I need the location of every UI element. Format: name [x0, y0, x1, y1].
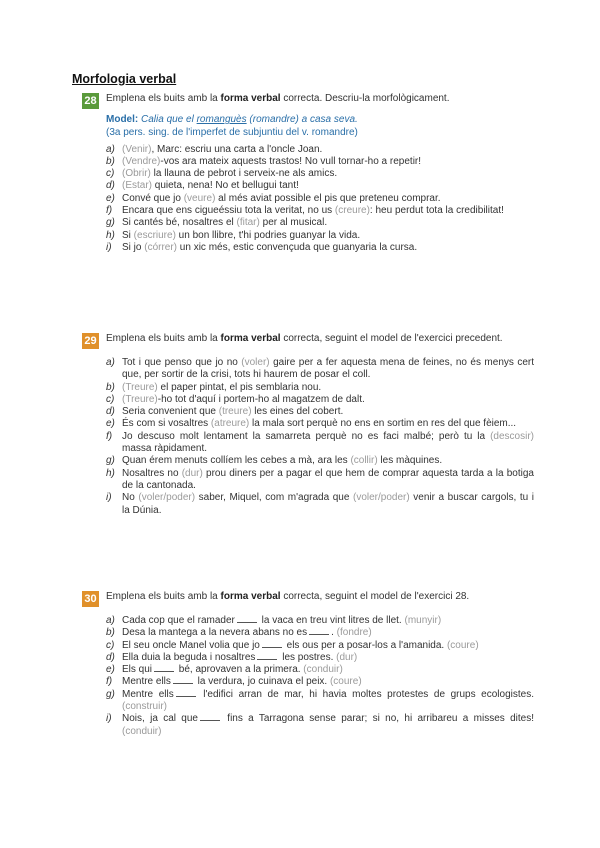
item-letter: c) — [106, 639, 115, 651]
verb-hint: (dur) — [181, 467, 203, 479]
verb-hint: (Vendre) — [122, 155, 161, 167]
item-letter: b) — [106, 627, 115, 639]
verb-hint: (Venir) — [122, 143, 152, 155]
instruction-keyword: forma verbal — [220, 93, 281, 104]
model-verb: romanguès — [196, 114, 247, 125]
exercise-number-badge: 29 — [82, 333, 99, 349]
item-text: Mentre ells — [122, 688, 174, 700]
exercise-item — [106, 168, 534, 180]
item-text: gaire per a fer aquesta mena de feines, no és menys cert que, per sortir de la crisi, tots hi haurem de posar el coll. — [122, 357, 535, 381]
instruction-text: Emplena els buits amb la — [106, 591, 221, 602]
exercise-number-badge: 30 — [82, 591, 99, 607]
item-text: -vos ara mateix aquests trastos! No vull tornar-ho a repetir! — [160, 155, 422, 167]
item-text: Els qui — [122, 664, 153, 676]
item-text: És com si vosaltres — [122, 418, 211, 430]
model-label: Model: — [106, 114, 139, 125]
item-text: Cada cop que el ramader — [122, 615, 235, 626]
item-letter: i) — [106, 492, 112, 504]
model-text: Calia que el — [138, 114, 197, 125]
answer-blank[interactable] — [173, 682, 193, 684]
instruction-text: correcta, seguint el model de l'exercici 28. — [280, 591, 470, 602]
item-text: prou diners per a pagar el que hem de comprar aquesta tarda a la botiga de la cantonada. — [122, 467, 534, 491]
exercise-item — [106, 492, 534, 517]
exercise-item — [106, 627, 534, 639]
exercise-item — [106, 652, 534, 664]
item-letter: g) — [106, 217, 115, 229]
item-text: No — [122, 492, 139, 504]
item-letter: f) — [106, 205, 113, 217]
item-text: Tot i que penso que jo no — [122, 357, 242, 368]
exercise-item — [106, 357, 534, 382]
item-letter: a) — [106, 357, 115, 368]
answer-blank[interactable] — [257, 658, 277, 660]
item-letter: g) — [106, 455, 115, 467]
verb-hint: (Treure) — [122, 381, 158, 393]
exercise-items — [106, 615, 534, 738]
exercise-item — [106, 156, 534, 168]
exercise-item — [106, 193, 534, 205]
item-text: El seu oncle Manel volia que jo — [122, 639, 260, 651]
item-text: Mentre ells — [122, 676, 171, 688]
item-letter: d) — [106, 180, 115, 192]
verb-hint: (fitar) — [236, 217, 260, 229]
item-text: Quan érem menuts collíem les cebes a mà, ara les — [122, 455, 351, 467]
exercise-30-header — [82, 590, 534, 607]
verb-hint: (construir) — [122, 701, 168, 713]
exercise-item — [106, 217, 534, 229]
verb-hint: (Obrir) — [122, 168, 151, 180]
item-letter: c) — [106, 168, 115, 180]
verb-hint: (escriure) — [133, 229, 176, 241]
item-text: les màquines. — [377, 455, 443, 467]
exercise-item — [106, 468, 534, 493]
item-letter: i) — [106, 713, 112, 725]
verb-hint: (veure) — [183, 192, 216, 204]
verb-hint: (coure) — [444, 639, 479, 651]
item-text: les eines del cobert. — [251, 406, 344, 418]
verb-hint: (collir) — [350, 455, 378, 467]
verb-hint: (voler/poder) — [353, 492, 410, 504]
verb-hint: (descosir) — [490, 430, 534, 442]
item-text: Ella duia la beguda i nosaltres — [122, 651, 256, 663]
item-text: bé, aprovaven a la primera. — [176, 664, 301, 676]
item-text: Si cantés bé, nosaltres el — [122, 217, 237, 229]
exercise-28-header — [82, 92, 534, 109]
verb-hint: (dur) — [333, 651, 358, 663]
answer-blank[interactable] — [262, 646, 282, 648]
item-text: Desa la mantega a la nevera abans no es — [122, 627, 308, 639]
item-text: massa ràpidament. — [122, 443, 208, 455]
item-text: Seria convenient que — [122, 406, 219, 418]
exercise-instruction — [106, 332, 503, 345]
item-text: l'edifici arran de mar, hi havia moltes protestes de grups ecologistes. — [197, 688, 534, 700]
section-title: Morfologia verbal — [72, 72, 177, 86]
exercise-item — [106, 664, 534, 676]
verb-hint: (fondre) — [333, 627, 372, 639]
verb-hint: (Estar) — [122, 180, 152, 192]
exercise-item — [106, 676, 534, 688]
instruction-keyword: forma verbal — [220, 591, 281, 602]
exercise-28 — [82, 92, 534, 254]
item-text: la llauna de pebrot i serveix-ne als amics. — [150, 168, 338, 180]
instruction-text: correcta, seguint el model de l'exercici precedent. — [280, 333, 503, 344]
item-text: per al musical. — [259, 217, 328, 229]
item-text: la vaca en treu vint litres de llet. — [258, 615, 402, 626]
item-text: quieta, nena! No et bellugui tant! — [152, 180, 299, 192]
item-text: un bon llibre, t'hi podries guanyar la vida. — [175, 229, 361, 241]
item-letter: a) — [106, 615, 115, 626]
item-letter: c) — [106, 393, 115, 405]
item-text: . — [331, 627, 334, 639]
item-letter: h) — [106, 229, 115, 241]
item-letter: e) — [106, 192, 115, 204]
exercise-item — [106, 615, 534, 627]
instruction-keyword: forma verbal — [220, 333, 281, 344]
answer-blank[interactable] — [309, 633, 329, 635]
item-letter: a) — [106, 143, 115, 155]
exercise-item — [106, 640, 534, 652]
item-text: -ho tot d'aquí i portem-ho al magatzem de dalt. — [157, 393, 365, 405]
exercise-instruction — [106, 92, 450, 105]
verb-hint: (voler/poder) — [138, 492, 196, 504]
model-line — [106, 114, 534, 127]
model-text: (romandre) a casa seva. — [246, 114, 358, 125]
exercise-item — [106, 713, 534, 738]
item-text: les postres. — [279, 651, 334, 663]
item-letter: e) — [106, 418, 115, 430]
verb-hint: (atreure) — [210, 418, 250, 430]
answer-blank[interactable] — [176, 695, 196, 697]
verb-hint: (conduir) — [300, 664, 343, 676]
exercise-item — [106, 418, 534, 430]
item-text: la mala sort perquè no ens en sortim en res del que fèiem... — [249, 418, 517, 430]
verb-hint: (córrer) — [144, 241, 178, 253]
item-text: : heu perdut tota la credibilitat! — [369, 205, 504, 217]
exercise-item — [106, 230, 534, 242]
item-letter: i) — [106, 241, 112, 253]
exercise-number-badge: 28 — [82, 93, 99, 109]
item-text: el paper pintat, el pis semblaria nou. — [157, 381, 322, 393]
item-letter: g) — [106, 688, 115, 700]
answer-blank[interactable] — [237, 621, 257, 623]
exercise-item — [106, 455, 534, 467]
item-text: , Marc: escriu una carta a l'oncle Joan. — [151, 143, 323, 155]
exercise-items — [106, 357, 534, 517]
exercise-item — [106, 144, 534, 156]
item-text: Convé que jo — [122, 192, 184, 204]
model-description: (3a pers. sing. de l'imperfet de subjuntiu del v. romandre) — [106, 126, 358, 138]
item-letter: d) — [106, 406, 115, 418]
item-text: venir a buscar cargols, tu i la Dúnia. — [122, 492, 535, 516]
answer-blank[interactable] — [154, 670, 174, 672]
instruction-text: correcta. Descriu-la morfològicament. — [280, 93, 450, 104]
exercise-items — [106, 144, 534, 255]
model-example — [106, 114, 534, 140]
exercise-30 — [82, 590, 534, 738]
item-letter: d) — [106, 651, 115, 663]
item-text: saber, Miquel, com m'agrada que — [195, 492, 353, 504]
verb-hint: (voler) — [241, 357, 270, 368]
instruction-text: Emplena els buits amb la — [106, 93, 221, 104]
item-text: fins a Tarragona sense parar; si no, hi arribareu a misses dites! — [221, 713, 535, 725]
verb-hint: (treure) — [218, 406, 252, 418]
item-text: els ous per a posar-los a l'amanida. — [283, 639, 445, 651]
exercise-item — [106, 180, 534, 192]
exercise-item — [106, 242, 534, 254]
item-text: Si — [122, 229, 134, 241]
exercise-item — [106, 382, 534, 394]
item-letter: h) — [106, 467, 115, 479]
item-text: la verdura, jo cuinava el peix. — [194, 676, 328, 688]
exercise-29 — [82, 332, 534, 517]
item-letter: b) — [106, 155, 115, 167]
item-letter: b) — [106, 381, 115, 393]
instruction-text: Emplena els buits amb la — [106, 333, 221, 344]
item-text: Nosaltres no — [122, 467, 182, 479]
exercise-item — [106, 689, 534, 714]
verb-hint: (creure) — [334, 205, 370, 217]
exercise-item — [106, 431, 534, 456]
verb-hint: (munyir) — [401, 615, 442, 626]
verb-hint: (Treure) — [122, 393, 158, 405]
exercise-item — [106, 406, 534, 418]
item-text: Nois, ja cal que — [122, 713, 198, 725]
item-text: Encara que ens cigueéssiu tota la veritat, no us — [122, 205, 335, 217]
answer-blank[interactable] — [200, 719, 220, 721]
item-letter: e) — [106, 664, 115, 676]
exercise-29-header — [82, 332, 534, 349]
exercise-item — [106, 394, 534, 406]
verb-hint: (coure) — [327, 676, 362, 688]
exercise-item — [106, 205, 534, 217]
item-text: Si jo — [122, 241, 145, 253]
exercise-instruction — [106, 590, 469, 603]
item-text: Jo descuso molt lentament la samarreta perquè no es faci malbé; però tu la — [122, 430, 491, 442]
verb-hint: (conduir) — [122, 725, 162, 737]
item-letter: f) — [106, 676, 113, 688]
item-letter: f) — [106, 430, 113, 442]
item-text: un xic més, estic convençuda que guanyaria la cursa. — [177, 241, 418, 253]
item-text: al més aviat possible el pis que preteneu comprar. — [215, 192, 441, 204]
